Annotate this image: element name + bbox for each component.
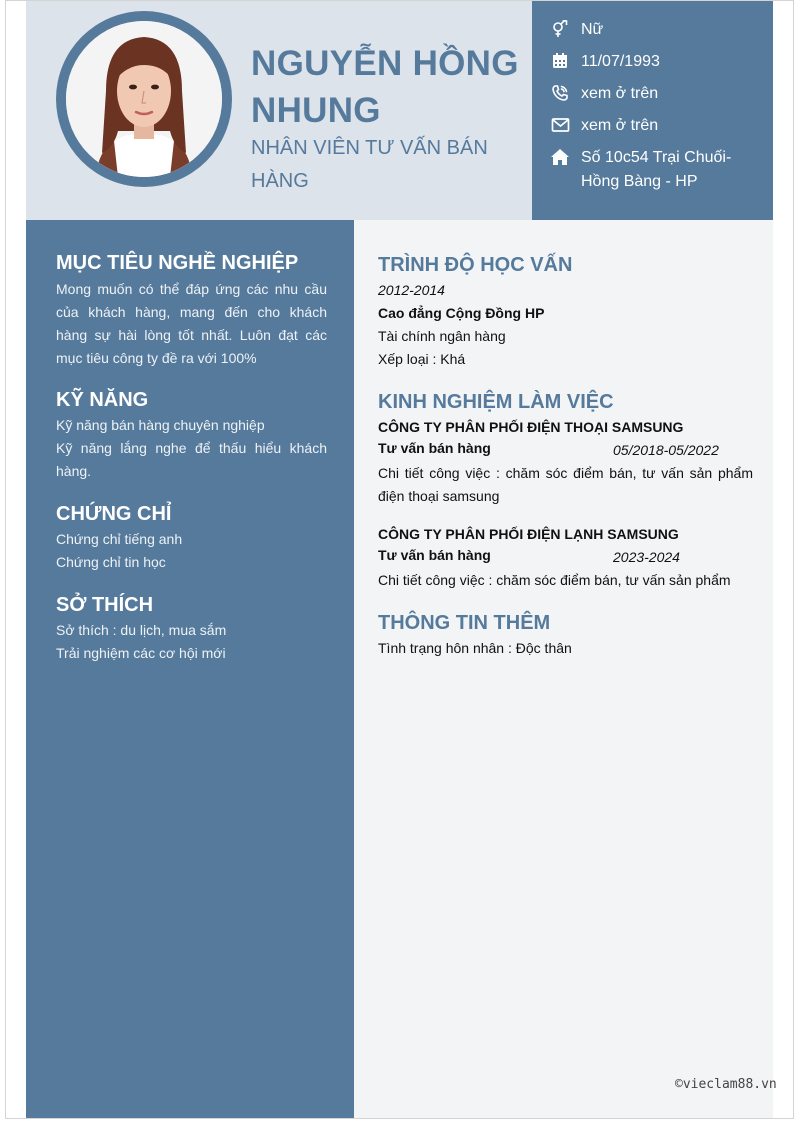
job-detail: Chi tiết công việc : chăm sóc điểm bán, tư vấn sản phẩm điện thoại samsung [378,465,753,504]
address-value: Số 10c54 Trại Chuối- Hồng Bàng - HP [581,149,732,190]
job-period: 05/2018-05/2022 [613,442,719,458]
email-value: xem ở trên [581,117,659,134]
hobby-item: Trải nghiệm các cơ hội mới [56,645,226,661]
skills-title: KỸ NĂNG [56,389,149,411]
job-company: CÔNG TY PHÂN PHỐI ĐIỆN LẠNH SAMSUNG [378,526,679,542]
extra-text: Tình trạng hôn nhân : Độc thân [378,640,572,656]
birthday-value: 11/07/1993 [581,53,660,70]
main-column [354,220,773,1118]
job-detail: Chi tiết công việc : chăm sóc điểm bán, tư vấn sản phẩm [378,572,731,588]
candidate-name: NGUYỄN HỒNG NHUNG [251,44,519,130]
phone-icon [549,82,571,104]
calendar-icon [549,50,571,72]
job-role: Tư vấn bán hàng [378,547,491,563]
job-role: Tư vấn bán hàng [378,440,491,456]
home-icon [549,146,571,168]
job-title: NHÂN VIÊN TƯ VẤN BÁN HÀNG [251,137,488,192]
certificate-item: Chứng chỉ tin học [56,554,166,570]
certificates-title: CHỨNG CHỈ [56,503,172,525]
skill-item: Kỹ năng bán hàng chuyên nghiệp [56,417,265,433]
education-school: Cao đẳng Cộng Đồng HP [378,305,545,321]
job-period: 2023-2024 [613,549,680,565]
gender-icon [549,18,571,40]
education-period: 2012-2014 [378,282,445,298]
profile-photo [66,21,222,177]
hobbies-title: SỞ THÍCH [56,594,154,616]
hobby-item: Sở thích : du lịch, mua sắm [56,622,227,638]
phone-value: xem ở trên [581,85,659,102]
education-title: TRÌNH ĐỘ HỌC VẤN [378,254,573,276]
education-grade: Xếp loại : Khá [378,351,466,367]
gender-value: Nữ [581,21,604,38]
objective-title: MỤC TIÊU NGHỀ NGHIỆP [56,252,299,274]
avatar [56,11,232,187]
certificate-item: Chứng chỉ tiếng anh [56,531,183,547]
experience-title: KINH NGHIỆM LÀM VIỆC [378,391,614,413]
sidebar [26,220,354,1118]
objective-text: Mong muốn có thể đáp ứng các nhu cầu của khách hàng, mang đến cho khách hàng sự hài lòng tốt nhất. Luôn đạt các mục tiêu công ty đề ra với 100% [56,281,327,366]
education-major: Tài chính ngân hàng [378,328,506,344]
skill-item: Kỹ năng lắng nghe để thấu hiểu khách hàng. [56,440,327,479]
mail-icon [549,114,571,136]
job-company: CÔNG TY PHÂN PHỐI ĐIỆN THOẠI SAMSUNG [378,419,684,435]
watermark: ©vieclam88.vn [675,1077,777,1092]
extra-title: THÔNG TIN THÊM [378,612,551,634]
